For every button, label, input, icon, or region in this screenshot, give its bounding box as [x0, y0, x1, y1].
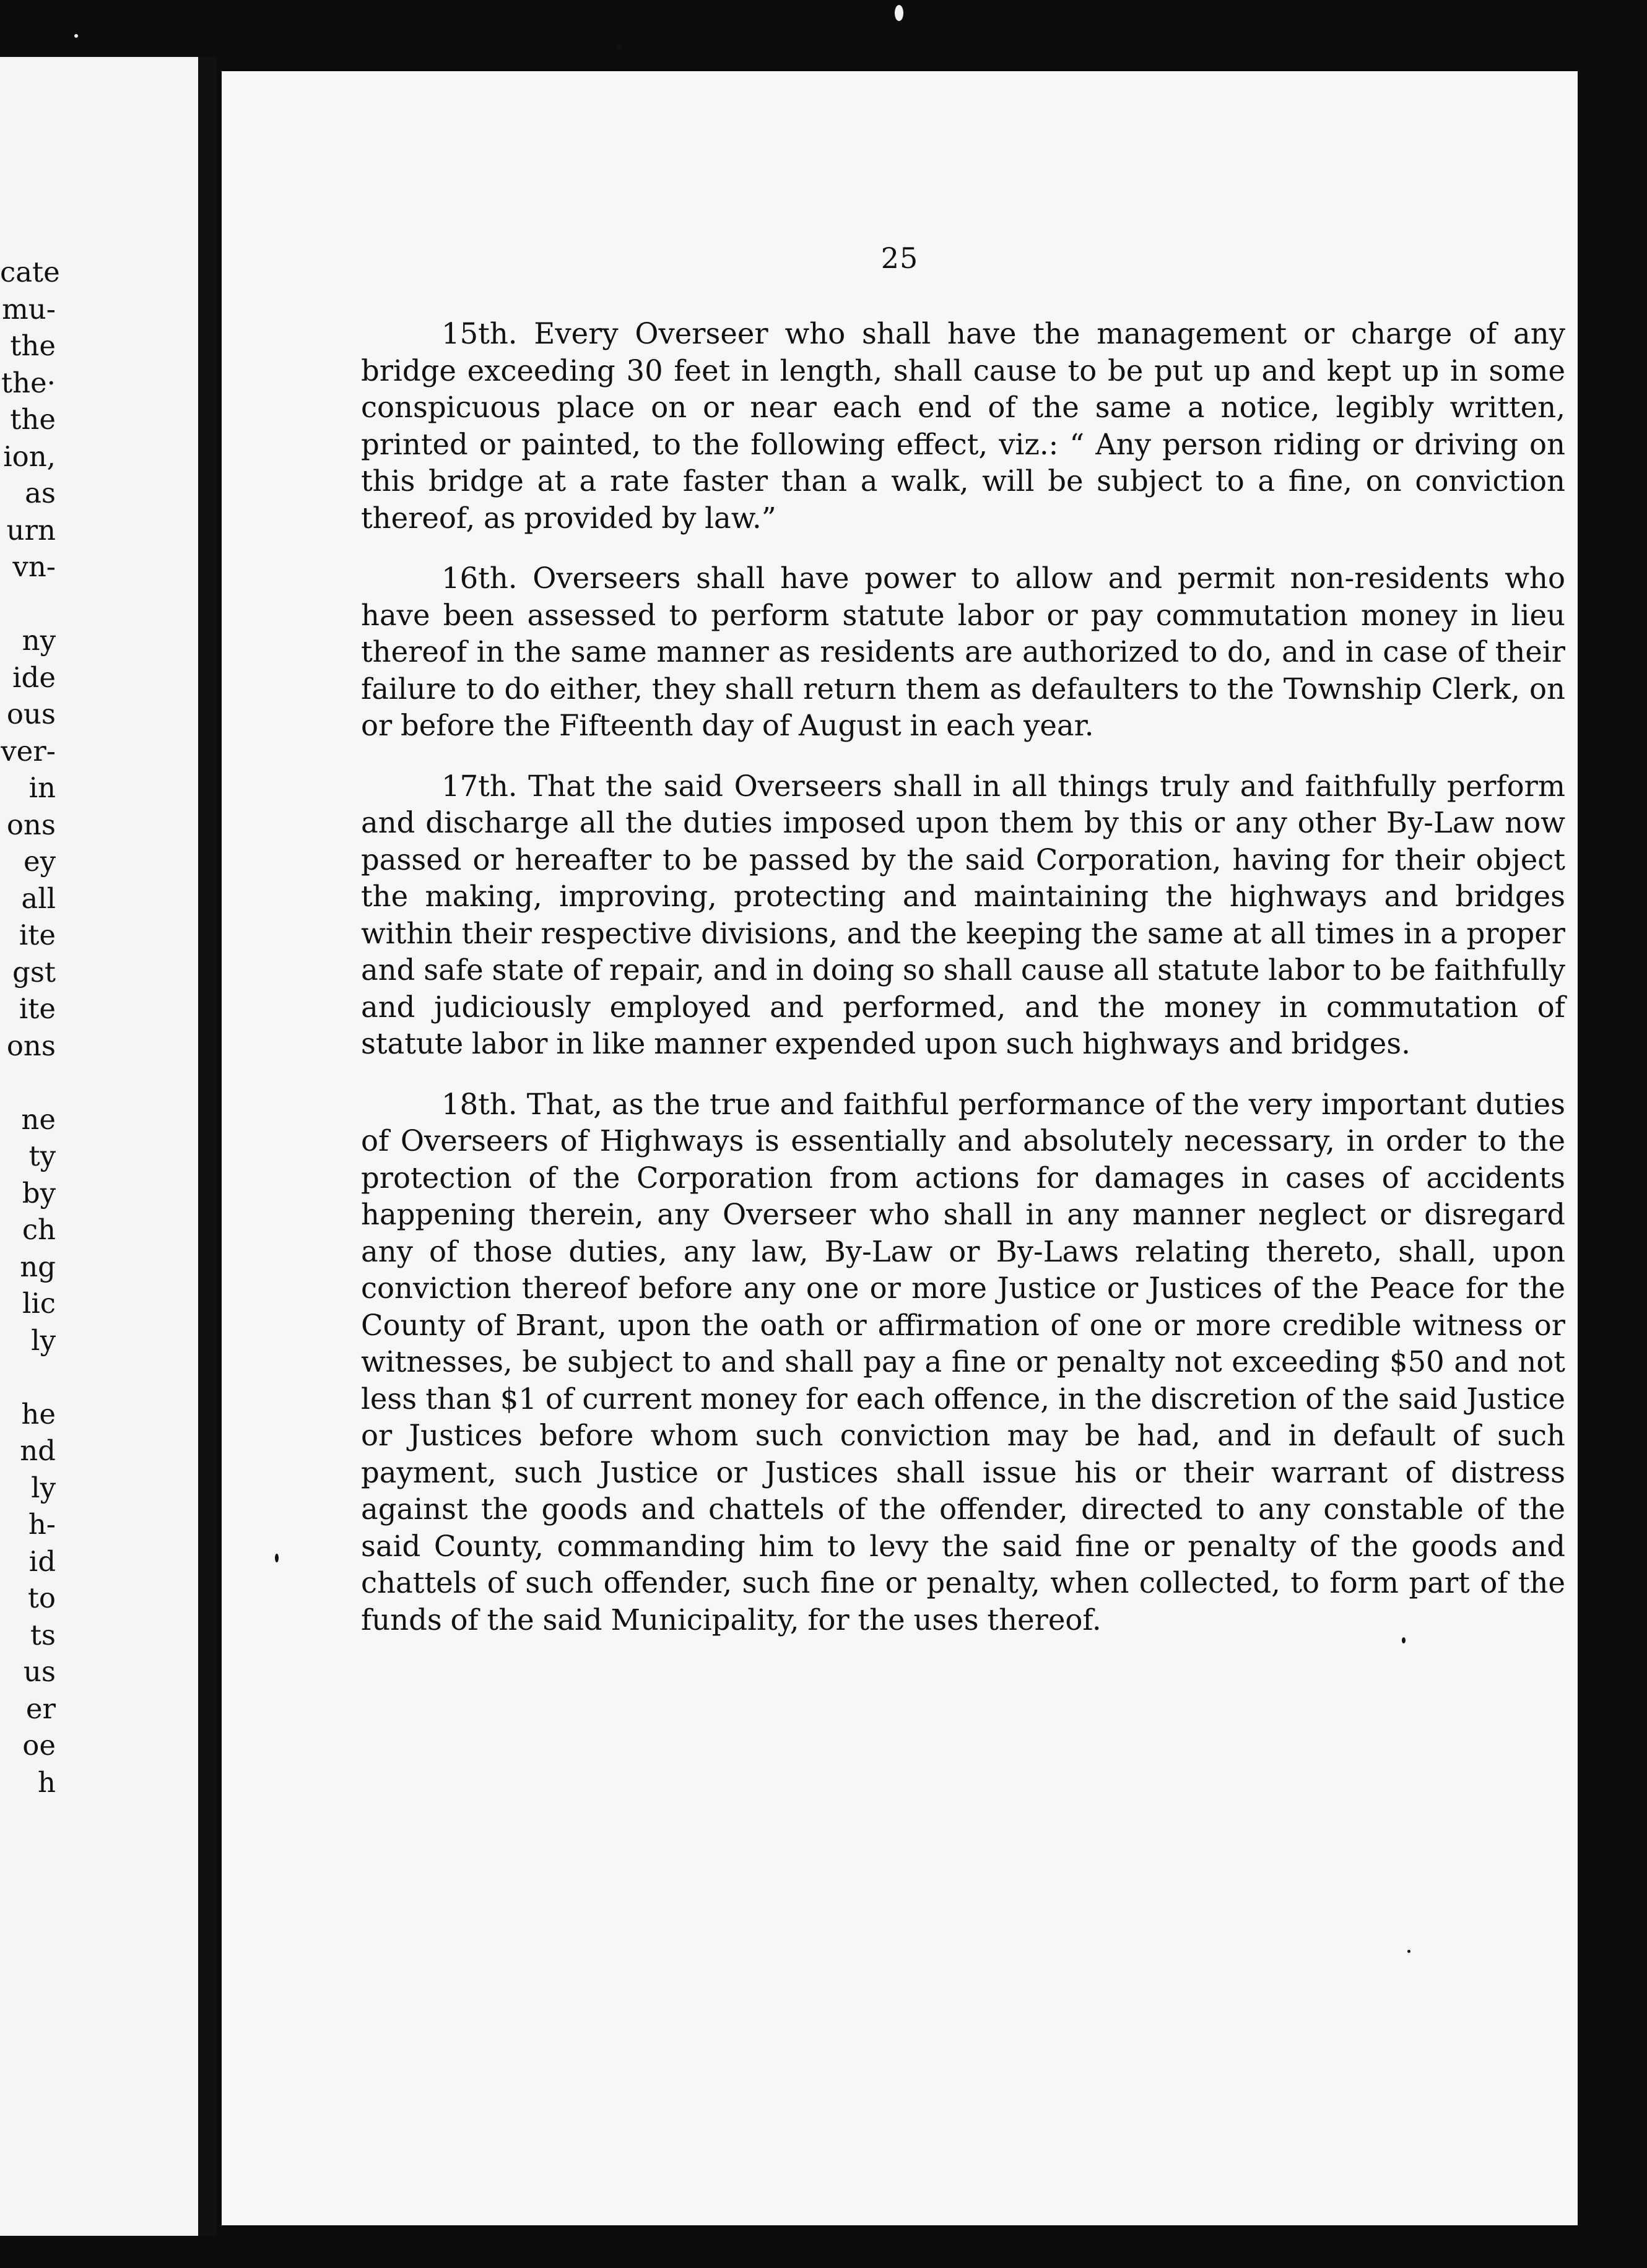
- left-fragment: ver-: [1, 734, 56, 768]
- left-fragment: all: [21, 881, 56, 915]
- paragraph-16th: 16th. Overseers shall have power to allow and permit non-residents who have been assessed to perform statute labor or pay commutation money in lieu thereof in the same manner as residents are authorized to do, and in case of their failure to do either, they shall return them as defaulters to the Township Clerk, on or before the Fifteenth day of August in each year.: [361, 561, 1565, 742]
- left-fragment: nd: [20, 1434, 56, 1467]
- left-fragment: ly: [31, 1471, 56, 1504]
- left-fragment-gap: [0, 1064, 56, 1101]
- left-fragment: oe: [22, 1729, 56, 1762]
- left-fragment: mu-: [2, 292, 56, 326]
- left-page-fragments: [0, 254, 60, 1801]
- left-fragment: gst: [12, 955, 56, 989]
- left-fragment: ion,: [3, 439, 56, 473]
- body-text: [361, 316, 1565, 1662]
- left-fragment: ons: [6, 1029, 56, 1062]
- left-fragment: ite: [19, 992, 56, 1025]
- paragraph-15th: 15th. Every Overseer who shall have the management or charge of any bridge exceeding 30 feet in length, shall cause to be put up and kept up in some conspicuous place on or near each end of the same a notice, legibly written, printed or painted, to the following effect, viz.: “ Any person riding or driving on this bridge at a rate faster than a walk, will be subject to a fine, on conviction thereof, as provided by law.”: [361, 317, 1565, 535]
- left-fragment: ons: [6, 808, 56, 841]
- left-fragment-gap: [0, 586, 56, 623]
- left-fragment: er: [25, 1692, 56, 1725]
- speck-mark: [74, 34, 78, 38]
- left-fragment: the: [10, 329, 56, 362]
- left-fragment: in: [28, 771, 56, 804]
- right-page: [222, 71, 1578, 2225]
- speck-mark: [1407, 1950, 1410, 1953]
- left-fragment-gap: [0, 1359, 56, 1396]
- left-fragment: ite: [19, 919, 56, 951]
- left-fragment: ny: [22, 624, 56, 657]
- speck-mark: [275, 1554, 279, 1562]
- left-fragment: the: [10, 403, 56, 436]
- left-fragment: ts: [30, 1618, 56, 1651]
- left-fragment: ly: [31, 1323, 56, 1357]
- left-fragment: to: [27, 1582, 56, 1614]
- left-fragment: ous: [6, 698, 56, 730]
- left-fragment: ide: [12, 660, 56, 694]
- left-fragment: ch: [22, 1213, 56, 1246]
- left-fragment: by: [22, 1176, 56, 1210]
- page-number: 25: [880, 241, 919, 275]
- left-fragment: urn: [6, 513, 56, 547]
- left-fragment: ne: [21, 1102, 56, 1136]
- paragraph-18th: 18th. That, as the true and faithful performance of the very important duties of Overseers of Highways is essentially and absolutely necessary, in order to the protection of the Corporation from actions for damages in cases of accidents happening therein, any Overseer who shall in any manner neglect or disregard any of those duties, any law, By-Law or By-Laws relating thereto, shall, upon conviction thereof before any one or more Justice or Justices of the Peace for the County of Brant, upon the oath or affirmation of one or more credible witness or witnesses, be subject to and shall pay a fine or penalty not exceeding $50 and not less than $1 of current money for each offence, in the discretion of the said Justice or Justices before whom such conviction may be had, and in default of such payment, such Justice or Justices shall issue his or their warrant of distress against the goods and chattels of the offender, directed to any constable of the said County, commanding him to levy the said fine or penalty of the goods and chattels of such offender, such fine or penalty, when collected, to form part of the funds of the said Municipality, for the uses thereof.: [361, 1087, 1565, 1637]
- left-fragment: ng: [20, 1250, 56, 1283]
- left-fragment: lic: [22, 1287, 56, 1320]
- speck-mark: [617, 43, 622, 51]
- left-fragment: he: [21, 1397, 56, 1430]
- speck-mark: [895, 5, 903, 21]
- left-fragment: id: [28, 1544, 56, 1578]
- left-page: [0, 57, 198, 2236]
- left-fragment: cate: [0, 256, 60, 288]
- left-fragment: us: [23, 1655, 56, 1688]
- speck-mark: [1402, 1637, 1406, 1643]
- left-fragment: ty: [28, 1140, 56, 1172]
- paragraph-17th: 17th. That the said Overseers shall in all things truly and faithfully perform and discharge all the duties imposed upon them by this or any other By-Law now passed or hereafter to be passed by the said Corporation, having for their object the making, improving, protecting and maintaining the highways and bridges within their respective divisions, and the keeping the same at all times in a proper and safe state of repair, and in doing so shall cause all statute labor to be faithfully and judiciously employed and performed, and the money in commutation of statute labor in like manner expended upon such highways and bridges.: [361, 769, 1565, 1060]
- page-gutter: [198, 57, 217, 2236]
- left-fragment: as: [25, 477, 56, 509]
- left-fragment: h: [38, 1765, 56, 1799]
- left-fragment: the·: [1, 366, 56, 399]
- left-fragment: ey: [23, 845, 56, 878]
- left-fragment: h-: [28, 1508, 56, 1541]
- left-fragment: vn-: [12, 550, 56, 583]
